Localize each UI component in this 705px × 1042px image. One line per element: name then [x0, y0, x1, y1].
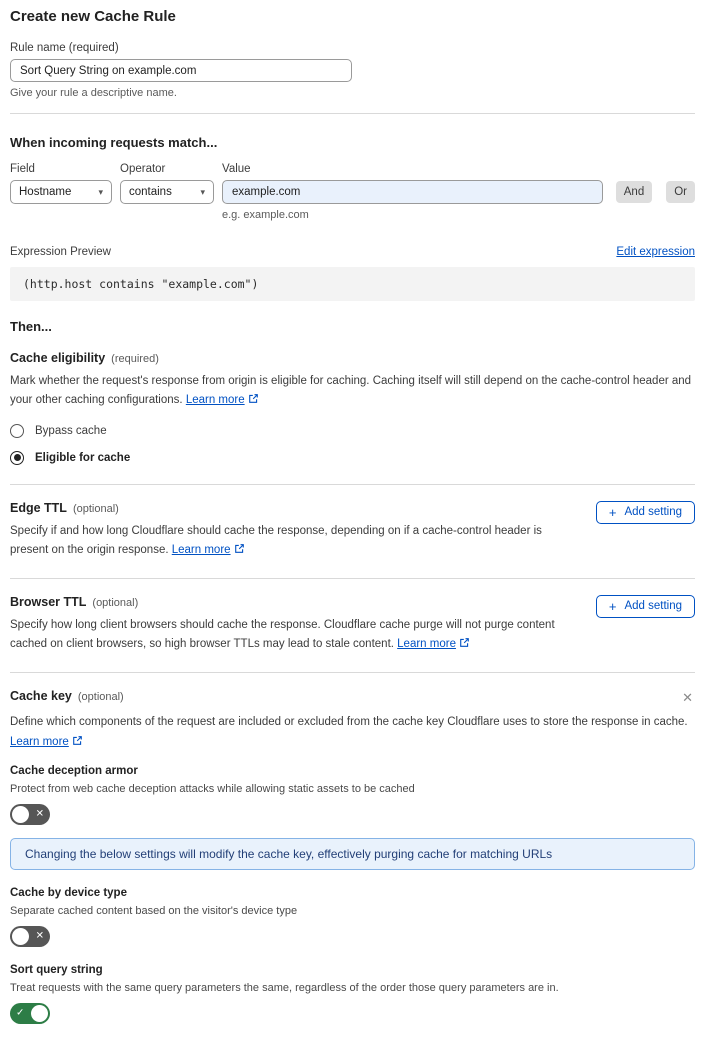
cache-key-description: Define which components of the request are included or excluded from the cache key Cloudflare uses to store the response in cache. [10, 715, 688, 728]
radio-option-label: Bypass cache [35, 424, 107, 437]
cache-key-badge: (optional) [77, 690, 124, 703]
edge-ttl-description-text: Specify if and how long Cloudflare should cache the response, depending on if a cache-control header is present on the origin response. [10, 524, 542, 556]
operator-select-value: contains [129, 186, 172, 198]
match-condition-row [10, 163, 695, 204]
divider [10, 113, 695, 114]
edge-ttl-title: Edge TTL [10, 500, 67, 515]
toggle-knob [12, 806, 29, 823]
expression-preview-block [10, 267, 695, 301]
value-input[interactable] [222, 180, 603, 204]
radio-unchecked-icon [10, 424, 24, 438]
cache-eligibility-title: Cache eligibility [10, 351, 106, 365]
cache-key-section [10, 673, 695, 1042]
then-heading: Then... [10, 319, 52, 334]
plus-icon: + [608, 504, 617, 520]
x-mark-icon: ✕ [35, 930, 44, 942]
expression-preview-label: Expression Preview [10, 246, 111, 258]
field-label: Field [10, 163, 35, 175]
external-link-icon [234, 543, 245, 554]
cache-eligibility-badge: (required) [111, 353, 159, 365]
value-helper: e.g. example.com [222, 209, 309, 221]
cache-key-learn-more-link[interactable]: Learn more [10, 735, 69, 748]
edge-ttl-description [10, 522, 570, 560]
sort-query-string-toggle[interactable] [10, 1003, 50, 1024]
browser-ttl-add-setting-button[interactable] [596, 595, 695, 618]
cache-key-title: Cache key [10, 688, 72, 703]
operator-select[interactable] [120, 180, 214, 204]
toggle-knob [31, 1005, 48, 1022]
value-label: Value [222, 163, 251, 175]
cache-eligibility-description-text: Mark whether the request's response from origin is eligible for caching. Caching itself will still depend on the cache-control header and your other caching configurations. [10, 375, 692, 406]
x-mark-icon: ✕ [35, 808, 44, 820]
rule-name-label: Rule name (required) [10, 42, 119, 54]
field-select[interactable] [10, 180, 112, 204]
operator-label: Operator [120, 163, 166, 175]
edge-ttl-learn-more-link[interactable]: Learn more [171, 543, 231, 556]
field-select-value: Hostname [19, 186, 72, 198]
browser-ttl-description [10, 616, 570, 654]
page-title: Create new Cache Rule [10, 8, 176, 25]
plus-icon: + [608, 598, 617, 614]
match-section-heading: When incoming requests match... [10, 135, 218, 150]
radio-option-eligible-for-cache[interactable] [10, 451, 695, 465]
browser-ttl-learn-more-link[interactable]: Learn more [397, 637, 456, 650]
and-button[interactable]: And [616, 181, 652, 203]
edge-ttl-badge: (optional) [72, 502, 119, 515]
browser-ttl-title: Browser TTL [10, 594, 87, 609]
toggle-knob [12, 928, 29, 945]
cache-deception-armor-toggle[interactable] [10, 804, 50, 825]
close-icon[interactable]: ✕ [682, 689, 693, 705]
rule-name-input[interactable] [10, 59, 352, 82]
sort-query-string-description: Treat requests with the same query parameters the same, regardless of the order those query parameters are in. [10, 981, 559, 994]
cache-by-device-type-toggle[interactable] [10, 926, 50, 947]
expression-text: (http.host contains "example.com") [23, 277, 259, 291]
add-setting-label: Add setting [624, 600, 682, 613]
external-link-icon [72, 735, 83, 746]
or-button[interactable]: Or [666, 181, 695, 203]
rule-name-helper: Give your rule a descriptive name. [10, 87, 177, 99]
cache-eligibility-learn-more-link[interactable]: Learn more [185, 393, 245, 406]
edge-ttl-section [10, 485, 695, 578]
sort-query-string-title: Sort query string [10, 963, 103, 976]
browser-ttl-badge: (optional) [92, 596, 139, 609]
edge-ttl-add-setting-button[interactable] [596, 501, 695, 524]
external-link-icon [248, 393, 259, 404]
external-link-icon [459, 637, 470, 648]
cache-key-warning-banner: Changing the below settings will modify the cache key, effectively purging cache for matching URLs [10, 838, 695, 870]
radio-checked-icon [10, 451, 24, 465]
radio-option-label: Eligible for cache [35, 451, 131, 464]
cache-eligibility-description [10, 372, 695, 410]
cache-deception-armor-title: Cache deception armor [10, 764, 138, 777]
edit-expression-link[interactable]: Edit expression [616, 246, 695, 258]
cache-deception-armor-description: Protect from web cache deception attacks while allowing static assets to be cached [10, 782, 415, 795]
add-setting-label: Add setting [624, 506, 682, 519]
cache-by-device-type-description: Separate cached content based on the visitor's device type [10, 904, 298, 917]
browser-ttl-section [10, 579, 695, 672]
chevron-down-icon: ▾ [98, 186, 103, 197]
radio-option-bypass-cache[interactable] [10, 424, 695, 438]
chevron-down-icon: ▾ [200, 186, 205, 197]
cache-by-device-type-title: Cache by device type [10, 886, 127, 899]
browser-ttl-description-text: Specify how long client browsers should cache the response. Cloudflare cache purge will not purge content cached on client browsers, so high browser TTLs may lead to stale content. [10, 618, 555, 650]
check-icon: ✓ [16, 1007, 25, 1019]
